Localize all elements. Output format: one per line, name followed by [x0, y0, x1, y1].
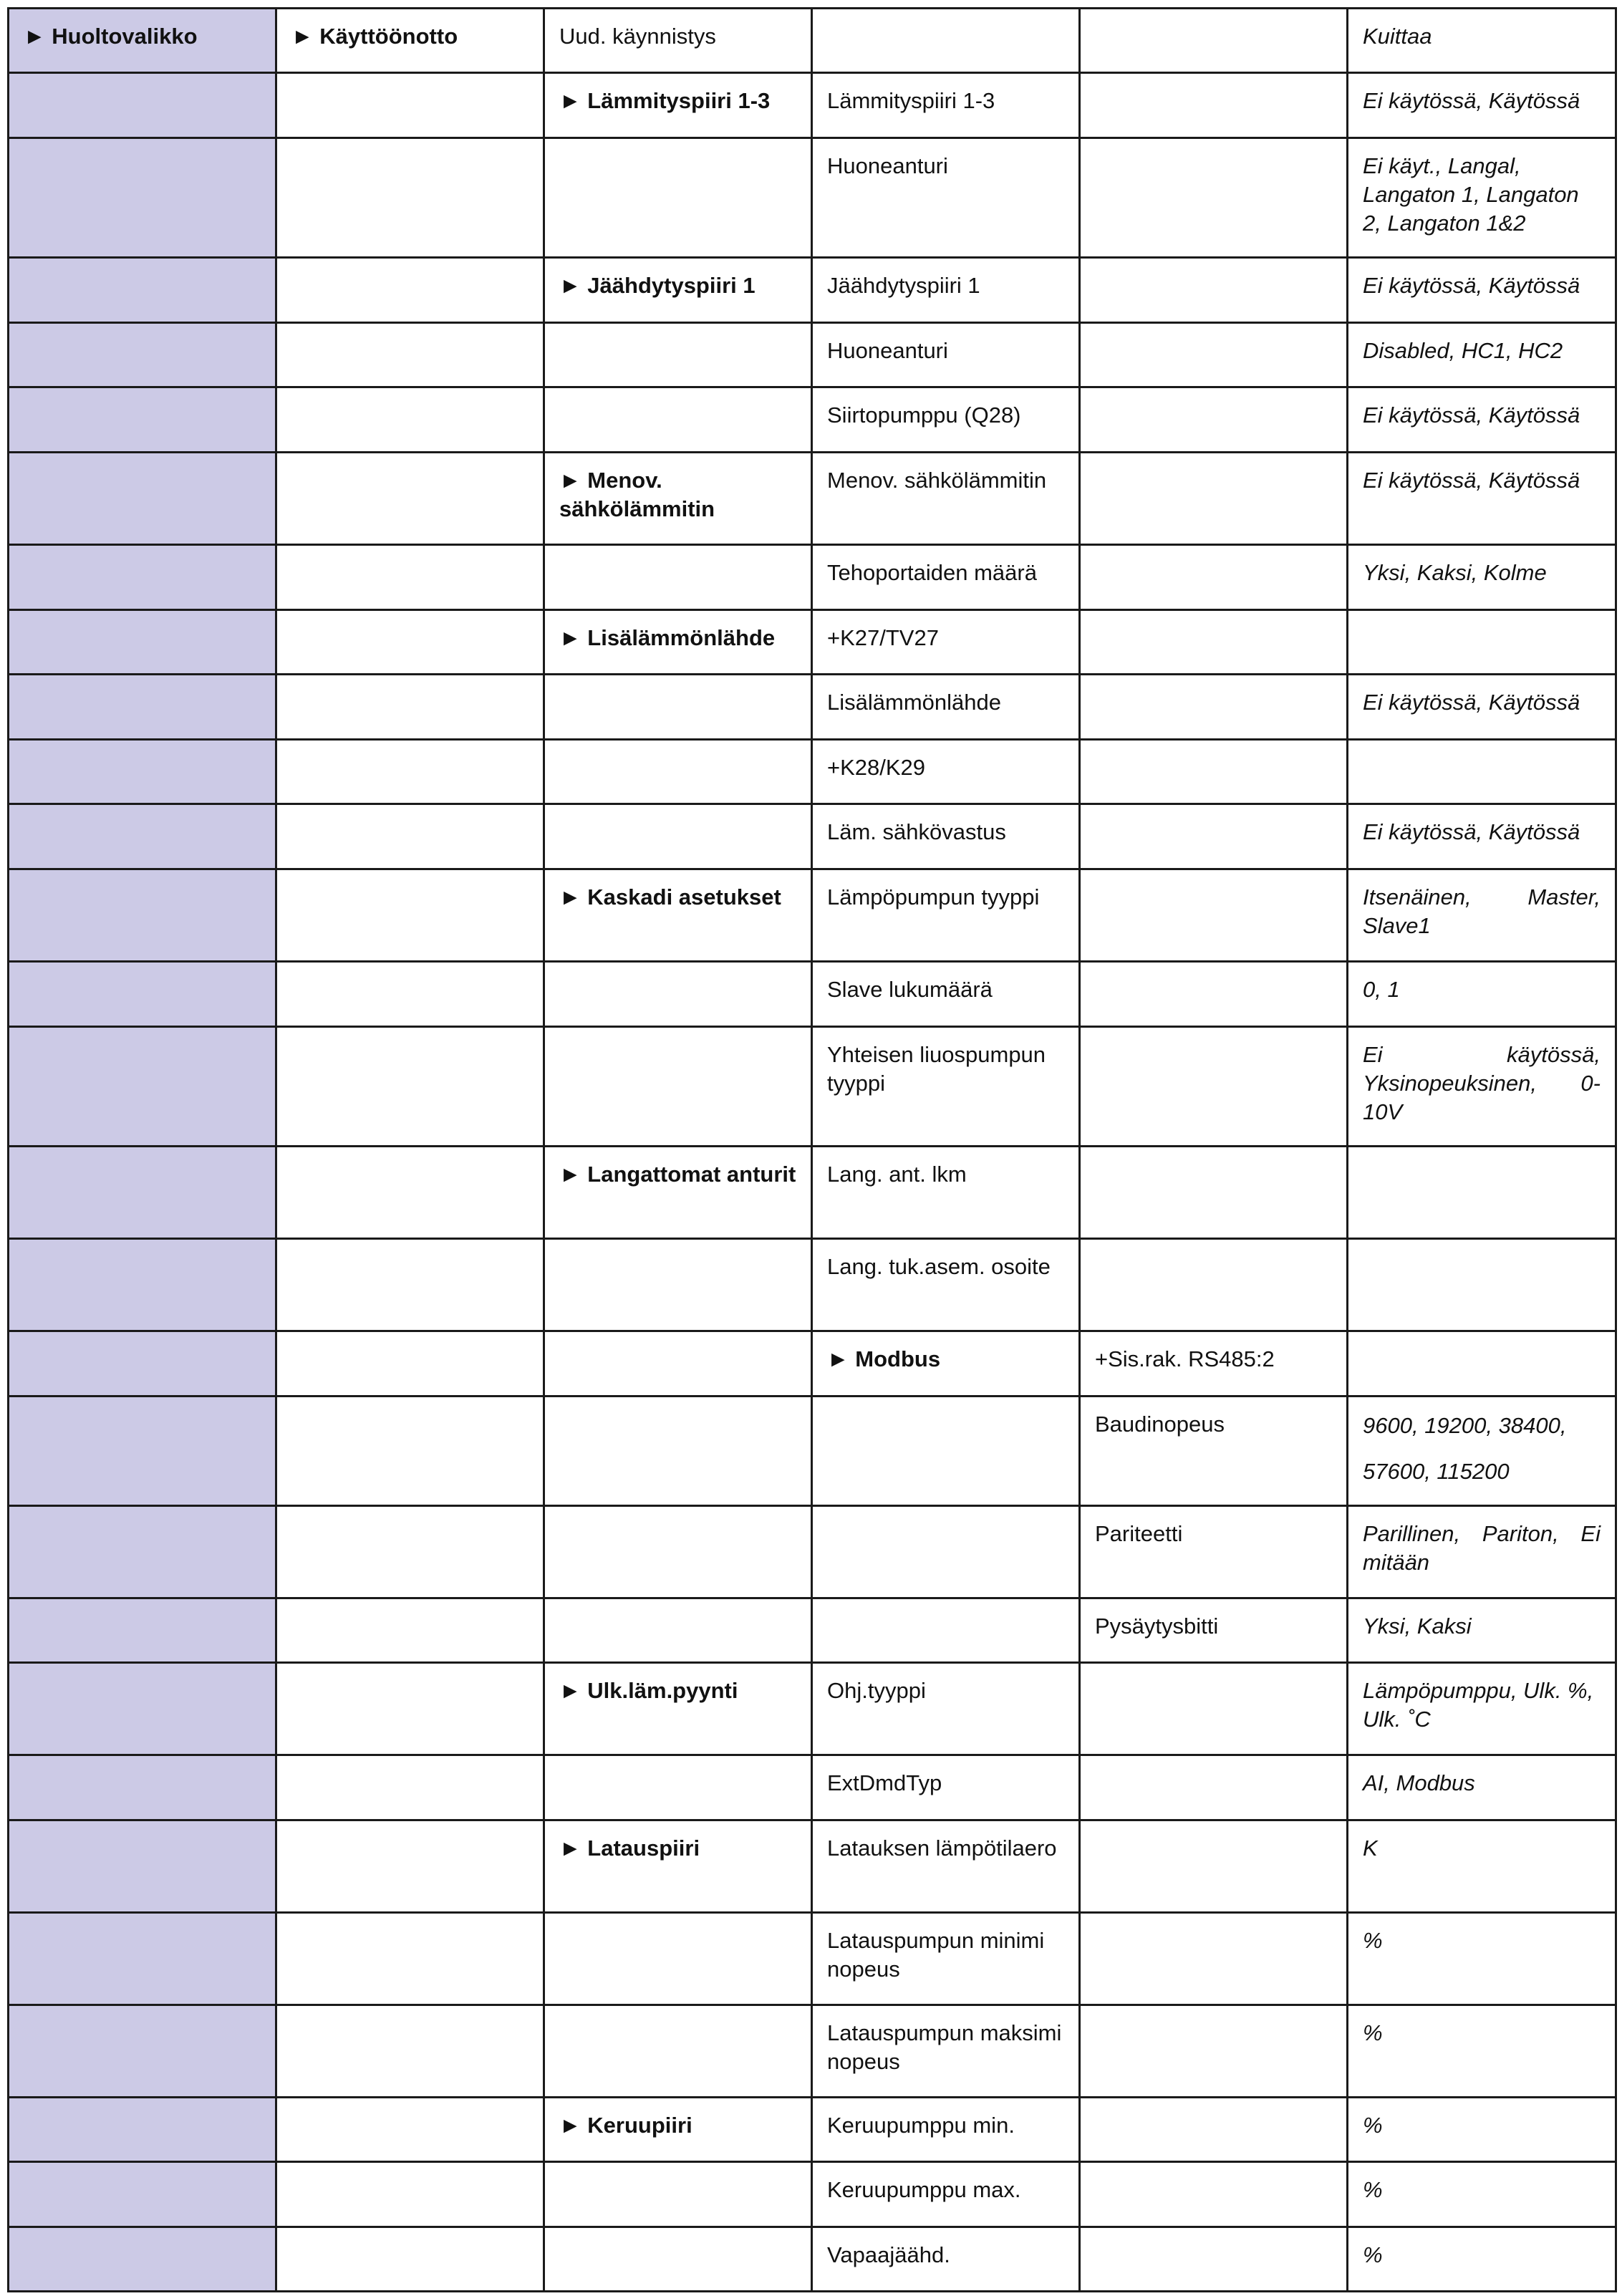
level1-cell — [9, 1239, 276, 1331]
level1-cell — [9, 2005, 276, 2098]
options-cell: Ei käytössä, Yksinopeuksinen, 0-10V — [1348, 1027, 1616, 1147]
level4-cell: Huoneanturi — [812, 323, 1080, 387]
table-row — [9, 962, 1616, 1027]
options-cell: Ei käytössä, Käytössä — [1348, 675, 1616, 740]
level3-cell: ► Ulk.läm.pyynti — [544, 1663, 812, 1755]
level3-cell: ► Kaskadi asetukset — [544, 869, 812, 962]
level4-cell — [812, 1598, 1080, 1663]
level5-cell — [1080, 2162, 1348, 2227]
level4-cell: Lämpöpumpun tyyppi — [812, 869, 1080, 962]
level5-cell — [1080, 9, 1348, 73]
level5-cell: +Sis.rak. RS485:2 — [1080, 1331, 1348, 1397]
options-cell — [1348, 1147, 1616, 1239]
options-cell: Ei käytössä, Käytössä — [1348, 453, 1616, 545]
level2-cell — [276, 2162, 544, 2227]
table-row — [9, 675, 1616, 740]
level4-cell: Menov. sähkölämmitin — [812, 453, 1080, 545]
level5-cell — [1080, 2098, 1348, 2162]
level4-cell: Jäähdytyspiiri 1 — [812, 258, 1080, 323]
level4-cell: Lämmityspiiri 1-3 — [812, 73, 1080, 138]
level1-cell — [9, 258, 276, 323]
level4-cell: Lang. tuk.asem. osoite — [812, 1239, 1080, 1331]
options-cell — [1348, 1239, 1616, 1331]
level1-cell — [9, 1755, 276, 1820]
level1-cell — [9, 1397, 276, 1506]
options-cell: Lämpöpumppu, Ulk. %, Ulk. ˚C — [1348, 1663, 1616, 1755]
level3-cell — [544, 1239, 812, 1331]
level5-cell: Pysäytysbitti — [1080, 1598, 1348, 1663]
level5-cell — [1080, 804, 1348, 869]
level1-cell — [9, 804, 276, 869]
level2-cell — [276, 740, 544, 804]
options-cell — [1348, 1331, 1616, 1397]
level2-cell — [276, 869, 544, 962]
level3-cell — [544, 1027, 812, 1147]
level3-cell — [544, 138, 812, 258]
level5-cell — [1080, 962, 1348, 1027]
table-row — [9, 1820, 1616, 1913]
level1-cell — [9, 869, 276, 962]
level1-cell — [9, 138, 276, 258]
level4-cell: Siirtopumppu (Q28) — [812, 387, 1080, 453]
options-cell: Disabled, HC1, HC2 — [1348, 323, 1616, 387]
level3-cell — [544, 2227, 812, 2292]
level5-cell — [1080, 545, 1348, 610]
level1-cell — [9, 675, 276, 740]
level5-cell: Baudinopeus — [1080, 1397, 1348, 1506]
level4-cell: Yhteisen liuospumpun tyyppi — [812, 1027, 1080, 1147]
level1-cell — [9, 1913, 276, 2005]
level1-cell — [9, 323, 276, 387]
level2-cell — [276, 804, 544, 869]
level3-cell: ► Langattomat anturit — [544, 1147, 812, 1239]
level5-cell — [1080, 453, 1348, 545]
table-row — [9, 2005, 1616, 2098]
level4-cell: Keruupumppu min. — [812, 2098, 1080, 2162]
level4-cell: Lang. ant. lkm — [812, 1147, 1080, 1239]
table-row — [9, 2098, 1616, 2162]
level2-cell — [276, 1913, 544, 2005]
level1-cell — [9, 1598, 276, 1663]
level2-cell — [276, 2227, 544, 2292]
level4-cell: Ohj.tyyppi — [812, 1663, 1080, 1755]
level1-cell — [9, 962, 276, 1027]
level3-cell: Uud. käynnistys — [544, 9, 812, 73]
level2-cell — [276, 2005, 544, 2098]
options-cell: Ei käytössä, Käytössä — [1348, 258, 1616, 323]
level3-cell — [544, 2005, 812, 2098]
options-cell: % — [1348, 2005, 1616, 2098]
table-row — [9, 1027, 1616, 1147]
options-cell: % — [1348, 2098, 1616, 2162]
level5-cell — [1080, 138, 1348, 258]
level2-cell — [276, 258, 544, 323]
level4-cell — [812, 9, 1080, 73]
level2-cell — [276, 387, 544, 453]
level4-cell: Latauspumpun maksimi nopeus — [812, 2005, 1080, 2098]
level2-cell — [276, 1147, 544, 1239]
options-cell: Ei käytössä, Käytössä — [1348, 73, 1616, 138]
table-row — [9, 869, 1616, 962]
level2-cell — [276, 1506, 544, 1598]
level2-cell — [276, 1663, 544, 1755]
level2-cell — [276, 1598, 544, 1663]
level1-cell — [9, 2098, 276, 2162]
level5-cell — [1080, 1913, 1348, 2005]
level3-cell — [544, 387, 812, 453]
options-cell: Yksi, Kaksi, Kolme — [1348, 545, 1616, 610]
level3-cell — [544, 545, 812, 610]
level3-cell — [544, 1598, 812, 1663]
level1-cell — [9, 610, 276, 675]
level5-cell — [1080, 1027, 1348, 1147]
level4-cell: Keruupumppu max. — [812, 2162, 1080, 2227]
level2-cell — [276, 1027, 544, 1147]
level1-cell — [9, 2162, 276, 2227]
level5-cell — [1080, 2227, 1348, 2292]
level4-cell: Läm. sähkövastus — [812, 804, 1080, 869]
table-row — [9, 138, 1616, 258]
level5-cell — [1080, 2005, 1348, 2098]
level3-cell: ► Menov. sähkölämmitin — [544, 453, 812, 545]
table-row — [9, 1598, 1616, 1663]
level1-cell — [9, 545, 276, 610]
level2-cell — [276, 73, 544, 138]
level2-cell — [276, 675, 544, 740]
level2-cell — [276, 1397, 544, 1506]
options-cell: Ei käytössä, Käytössä — [1348, 387, 1616, 453]
level3-cell — [544, 2162, 812, 2227]
level1-cell — [9, 1663, 276, 1755]
level5-cell — [1080, 1147, 1348, 1239]
level3-cell: ► Lisälämmönlähde — [544, 610, 812, 675]
level3-cell: ► Latauspiiri — [544, 1820, 812, 1913]
level3-cell — [544, 1331, 812, 1397]
level3-cell — [544, 740, 812, 804]
level2-cell — [276, 962, 544, 1027]
level5-cell — [1080, 1239, 1348, 1331]
table-row — [9, 453, 1616, 545]
options-cell: AI, Modbus — [1348, 1755, 1616, 1820]
level5-cell — [1080, 869, 1348, 962]
table-row — [9, 258, 1616, 323]
options-cell: Ei käyt., Langal, Langaton 1, Langaton 2, Langaton 1&2 — [1348, 138, 1616, 258]
options-cell: Itsenäinen, Master, Slave1 — [1348, 869, 1616, 962]
level1-cell — [9, 1820, 276, 1913]
level1-cell — [9, 1331, 276, 1397]
table-row — [9, 1147, 1616, 1239]
level5-cell — [1080, 258, 1348, 323]
level5-cell — [1080, 1663, 1348, 1755]
level3-cell — [544, 962, 812, 1027]
options-cell: K — [1348, 1820, 1616, 1913]
level3-cell: ► Keruupiiri — [544, 2098, 812, 2162]
options-cell: % — [1348, 1913, 1616, 2005]
table-row — [9, 73, 1616, 138]
level2-cell — [276, 1820, 544, 1913]
table-row — [9, 1506, 1616, 1598]
level1-cell: ► Huoltovalikko — [9, 9, 276, 73]
level2-cell — [276, 610, 544, 675]
options-cell: Ei käytössä, Käytössä — [1348, 804, 1616, 869]
table-row — [9, 1331, 1616, 1397]
level5-cell — [1080, 387, 1348, 453]
level2-cell — [276, 545, 544, 610]
options-cell: 9600, 19200, 38400, 57600, 115200 — [1348, 1397, 1616, 1506]
level4-cell: Latauksen lämpötilaero — [812, 1820, 1080, 1913]
level3-cell — [544, 804, 812, 869]
level3-cell — [544, 1397, 812, 1506]
table-row — [9, 323, 1616, 387]
service-menu-table — [7, 7, 1617, 2292]
table-row — [9, 2227, 1616, 2292]
table-row — [9, 1913, 1616, 2005]
level1-cell — [9, 1027, 276, 1147]
table-row — [9, 545, 1616, 610]
level4-cell: Vapaajäähd. — [812, 2227, 1080, 2292]
table-row — [9, 1397, 1616, 1506]
level4-cell: +K28/K29 — [812, 740, 1080, 804]
options-cell: Yksi, Kaksi — [1348, 1598, 1616, 1663]
level3-cell — [544, 1506, 812, 1598]
level4-cell — [812, 1397, 1080, 1506]
table-row — [9, 2162, 1616, 2227]
level4-cell — [812, 1506, 1080, 1598]
level2-cell — [276, 1331, 544, 1397]
table-row — [9, 9, 1616, 73]
options-cell: % — [1348, 2227, 1616, 2292]
table-row — [9, 1663, 1616, 1755]
level2-cell — [276, 1239, 544, 1331]
level1-cell — [9, 453, 276, 545]
level2-cell — [276, 2098, 544, 2162]
level4-cell: Lisälämmönlähde — [812, 675, 1080, 740]
level3-cell: ► Lämmityspiiri 1-3 — [544, 73, 812, 138]
level1-cell — [9, 2227, 276, 2292]
table-row — [9, 740, 1616, 804]
level3-cell: ► Jäähdytyspiiri 1 — [544, 258, 812, 323]
options-cell: % — [1348, 2162, 1616, 2227]
level2-cell — [276, 323, 544, 387]
level5-cell — [1080, 73, 1348, 138]
level4-cell: Huoneanturi — [812, 138, 1080, 258]
level2-cell: ► Käyttöönotto — [276, 9, 544, 73]
level3-cell — [544, 1755, 812, 1820]
level2-cell — [276, 453, 544, 545]
options-cell — [1348, 610, 1616, 675]
level5-cell — [1080, 1820, 1348, 1913]
level5-cell: Pariteetti — [1080, 1506, 1348, 1598]
level4-cell: ► Modbus — [812, 1331, 1080, 1397]
level4-cell: ExtDmdTyp — [812, 1755, 1080, 1820]
options-cell: Kuittaa — [1348, 9, 1616, 73]
level5-cell — [1080, 1755, 1348, 1820]
level1-cell — [9, 1506, 276, 1598]
level5-cell — [1080, 675, 1348, 740]
level3-cell — [544, 323, 812, 387]
level2-cell — [276, 1755, 544, 1820]
level5-cell — [1080, 323, 1348, 387]
level1-cell — [9, 1147, 276, 1239]
level3-cell — [544, 675, 812, 740]
level4-cell: Slave lukumäärä — [812, 962, 1080, 1027]
table-row — [9, 1239, 1616, 1331]
level1-cell — [9, 73, 276, 138]
options-cell: 0, 1 — [1348, 962, 1616, 1027]
level3-cell — [544, 1913, 812, 2005]
level5-cell — [1080, 610, 1348, 675]
level4-cell: +K27/TV27 — [812, 610, 1080, 675]
level4-cell: Latauspumpun minimi nopeus — [812, 1913, 1080, 2005]
level1-cell — [9, 387, 276, 453]
options-cell: Parillinen, Pariton, Ei mitään — [1348, 1506, 1616, 1598]
table-row — [9, 1755, 1616, 1820]
table-row — [9, 610, 1616, 675]
options-cell — [1348, 740, 1616, 804]
level1-cell — [9, 740, 276, 804]
level2-cell — [276, 138, 544, 258]
level4-cell: Tehoportaiden määrä — [812, 545, 1080, 610]
table-row — [9, 387, 1616, 453]
level5-cell — [1080, 740, 1348, 804]
table-row — [9, 804, 1616, 869]
